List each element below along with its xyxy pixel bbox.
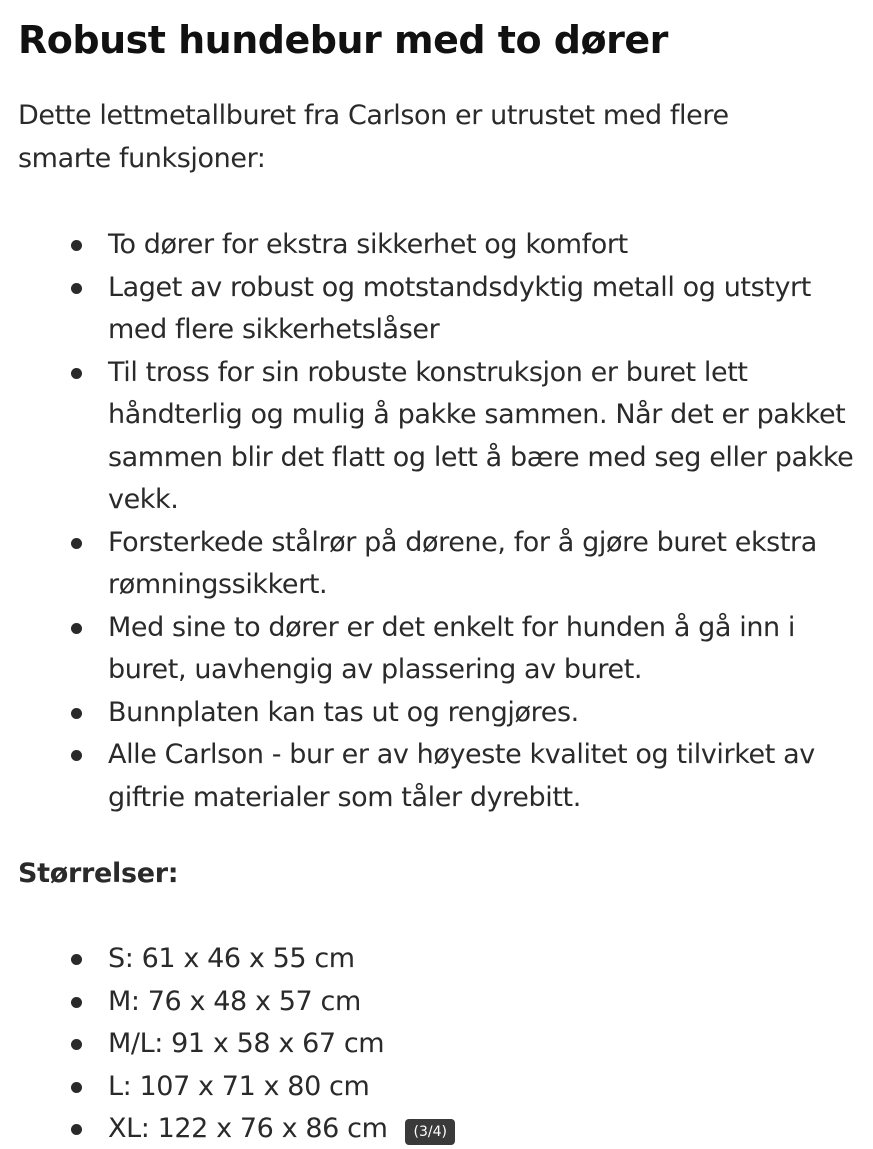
size-text: L: 107 x 71 x 80 cm	[108, 1070, 370, 1102]
bullet-icon	[71, 368, 82, 379]
page-indicator-badge: (3/4)	[405, 1119, 454, 1145]
list-item	[0, 522, 873, 607]
feature-text: Til tross for sin robuste konstruksjon er buret lett håndterlig og mulig å pakke sammen. Når det er pakket sammen blir det flatt og lett å bære med seg eller pakke vekk.	[108, 356, 854, 515]
bullet-icon	[71, 954, 82, 965]
bullet-icon	[71, 283, 82, 294]
feature-text: Bunnplaten kan tas ut og rengjøres.	[108, 696, 579, 728]
feature-text: To dører for ekstra sikkerhet og komfort	[108, 229, 628, 260]
list-item	[0, 1066, 873, 1109]
list-item	[0, 607, 873, 692]
list-item	[0, 1023, 873, 1066]
list-item	[0, 224, 873, 267]
bullet-icon	[71, 1082, 82, 1093]
feature-text: Forsterkede stålrør på dørene, for å gjøre buret ekstra rømningssikkert.	[108, 526, 817, 600]
features-list	[0, 224, 873, 819]
bullet-icon	[71, 1124, 82, 1135]
bullet-icon	[71, 623, 82, 634]
bullet-icon	[71, 997, 82, 1008]
list-item	[0, 352, 873, 522]
list-item	[0, 981, 873, 1024]
list-item	[0, 692, 873, 735]
intro-text: Dette lettmetallburet fra Carlson er utrustet med flere smarte funksjoner:	[18, 100, 729, 174]
bullet-icon	[71, 240, 82, 251]
feature-text: Laget av robust og motstandsdyktig metall og utstyrt med flere sikkerhetslåser	[108, 271, 811, 345]
bullet-icon	[71, 538, 82, 549]
size-text: S: 61 x 46 x 55 cm	[108, 943, 355, 974]
sizes-list	[0, 938, 873, 1149]
bullet-icon	[71, 750, 82, 761]
bullet-icon	[71, 708, 82, 719]
bullet-icon	[71, 1039, 82, 1050]
size-text: XL: 122 x 76 x 86 cm	[108, 1113, 388, 1144]
feature-text: Alle Carlson - bur er av høyeste kvalitet og tilvirket av giftrie materialer som tåler dyrebitt.	[108, 739, 815, 813]
sizes-heading: Størrelser:	[18, 858, 179, 889]
feature-text: Med sine to dører er det enkelt for hunden å gå inn i buret, uavhengig av plassering av buret.	[108, 611, 796, 685]
page-title: Robust hundebur med to dører	[18, 18, 668, 62]
list-item	[0, 267, 873, 352]
size-text: M/L: 91 x 58 x 67 cm	[108, 1028, 385, 1059]
size-text: M: 76 x 48 x 57 cm	[108, 985, 361, 1017]
list-item	[0, 734, 873, 819]
list-item	[0, 938, 873, 981]
list-item	[0, 1108, 873, 1149]
